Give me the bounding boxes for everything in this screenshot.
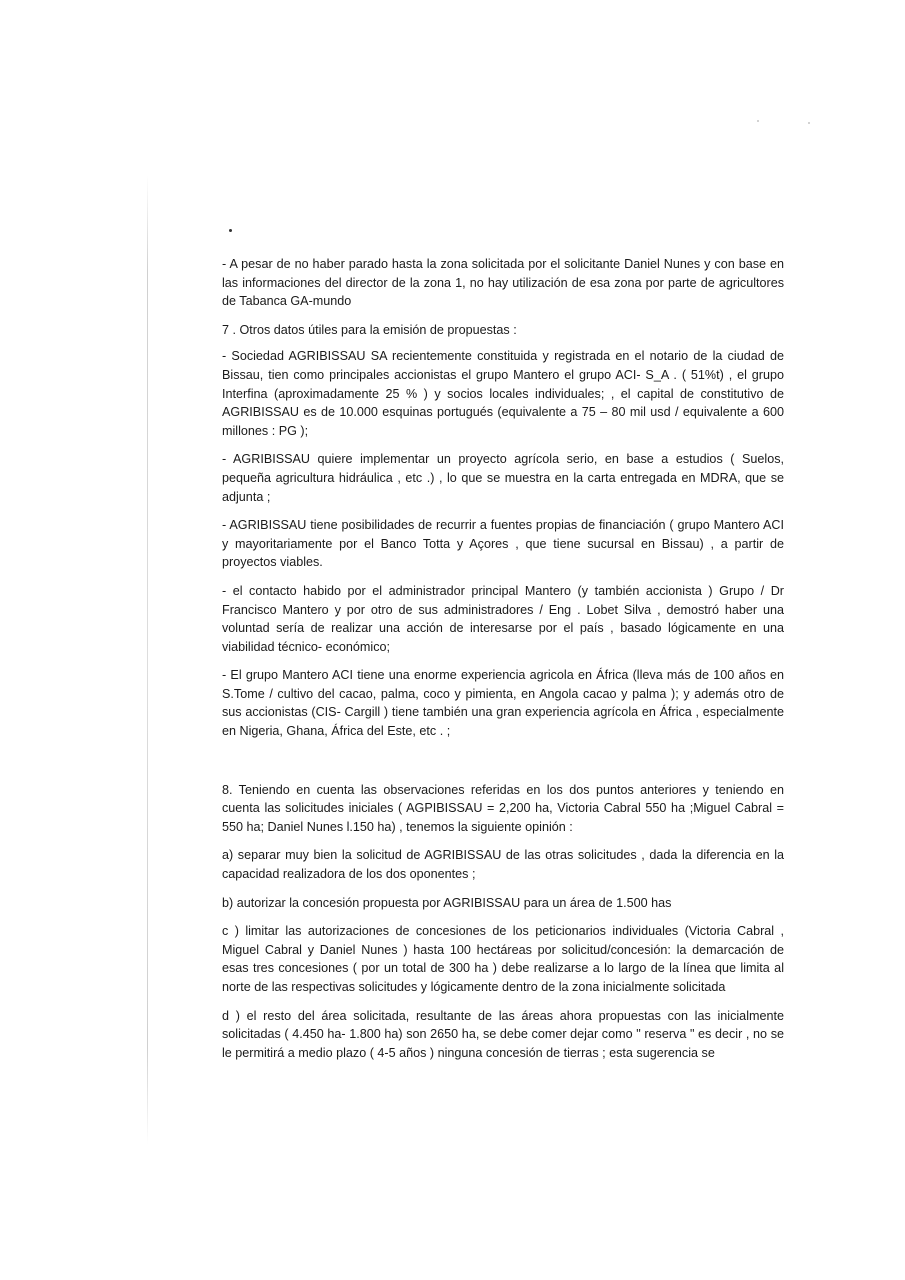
paragraph-contact-mantero: - el contacto habido por el administrador principal Mantero (y también accionista ) Grupo / Dr Francisco Mantero y por otro de sus administradores / Eng . Lobet Silva , demostró haber una voluntad sería de realizar una acción de interesarse por el país , basado lógicamente en una viabilidad técnico- económico; [222,583,784,654]
document-body [222,255,784,1072]
item-b: b) autorizar la concesión propuesta por AGRIBISSAU para un área de 1.500 has [222,895,672,910]
item-a: a) separar muy bien la solicitud de AGRIBISSAU de las otras solicitudes , dada la diferencia en la capacidad realizadora de los dos oponentes ; [222,848,784,882]
paragraph-agribissau-financing: - AGRIBISSAU tiene posibilidades de recurrir a fuentes propias de financiación ( grupo Mantero ACI y mayoritariamente por el Banco Totta y Açores , que tiene sucursal en Bissau) , a partir de proyectos viables. [222,518,784,570]
paragraph-daniel-nunes-zone: - A pesar de no haber parado hasta la zona solicitada por el solicitante Daniel Nunes y con base en las informaciones del director de la zona 1, no hay utilización de esa zona por parte de agricultores de Tabanca GA-mundo [222,257,784,309]
section-8-paragraph: 8. Teniendo en cuenta las observaciones referidas en los dos puntos anteriores y teniendo en cuenta las solicitudes iniciales ( AGPIBISSAU = 2,200 ha, Victoria Cabral 550 ha ;Miguel Cabral = 550 ha; Daniel Nunes l.150 ha) , tenemos la siguiente opinión : [222,782,784,834]
scan-edge-line [147,175,148,1145]
section-7-heading: 7 . Otros datos útiles para la emisión de propuestas : [222,322,517,337]
paragraph-agribissau-project: - AGRIBISSAU quiere implementar un proyecto agrícola serio, en base a estudios ( Suelos, pequeña agricultura hidráulica , etc .) , lo que se muestra en la carta entregada en MDRA, que se adjunta ; [222,452,784,504]
scan-speck [808,122,810,124]
paragraph-mantero-experience: - El grupo Mantero ACI tiene una enorme experiencia agricola en África (lleva más de 100 años en S.Tome / cultivo del cacao, palma, coco y pimienta, en Angola cacao y palma ); y además otro de sus accionistas (CIS- Cargill ) tiene también una gran experiencia agrícola en África , especialmente en Nigeria, Ghana, África del Este, etc . ; [222,668,784,739]
item-c: c ) limitar las autorizaciones de concesiones de los peticionarios individuales (Victoria Cabral , Miguel Cabral y Daniel Nunes ) hasta 100 hectáreas por solicitud/concesión: la demarcación de esas tres concesiones ( por un total de 300 ha ) debe realizarse a lo largo de la línea que limita al norte de las respectivas solicitudes y lógicamente dentro de la zona inicialmente solicitada [222,924,784,994]
stray-dot [229,229,232,232]
section-gap [222,751,784,781]
scan-speck [757,120,759,122]
paragraph-agribissau-society: - Sociedad AGRIBISSAU SA recientemente constituida y registrada en el notario de la ciudad de Bissau, tien como principales accionistas el grupo Mantero el grupo ACI- S_A . ( 51%t) , el grupo Interfina (aproximadamente 25 % ) y socios locales individuales; , el capital de constitutivo de AGRIBISSAU es de 10.000 esquinas portugués (equivalente a 75 – 80 mil usd / equivalente a 600 millones : PG ); [222,349,784,438]
item-d: d ) el resto del área solicitada, resultante de las áreas ahora propuestas con las inicialmente solicitadas ( 4.450 ha- 1.800 ha) son 2650 ha, se debe comer dejar como " reserva " es decir , no se le permitirá a medio plazo ( 4-5 años ) ninguna concesión de tierras ; esta sugerencia se [222,1008,784,1060]
